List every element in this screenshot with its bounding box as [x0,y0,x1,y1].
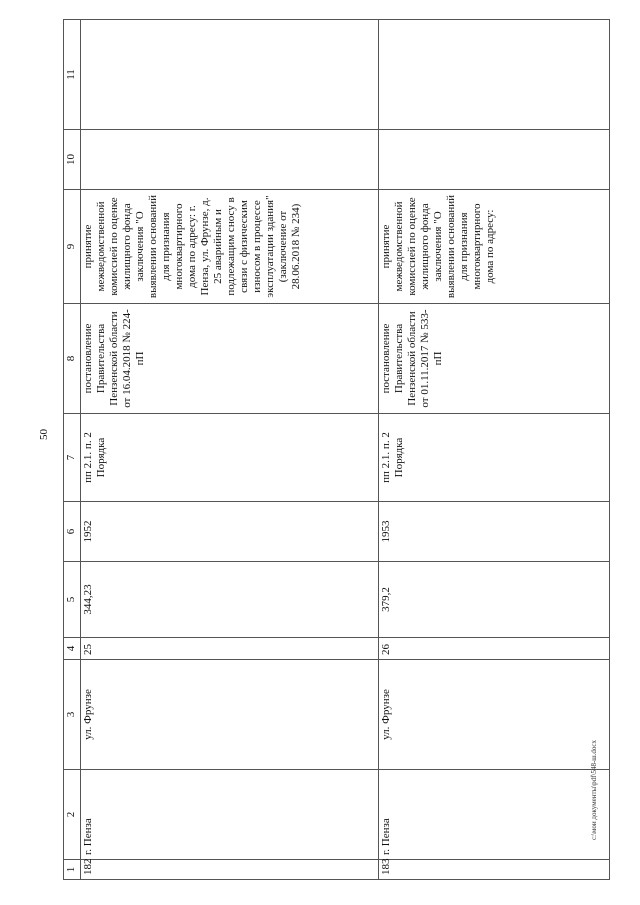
col-num-2: 2 [64,770,81,860]
street-cell: ул. Фрунзе [379,660,610,770]
reason-cell: принятие межведомственной комиссией по оценке жилищного фонда заключения "О выявлении оснований для признания многоквартирного дома по адресу: [379,190,610,304]
area-cell: 344,23 [81,562,379,638]
house-cell: 25 [81,638,379,660]
col10-cell [379,130,610,190]
col11-cell [379,20,610,130]
col-num-8: 8 [64,304,81,414]
street-cell: ул. Фрунзе [81,660,379,770]
row-number: 182 [81,860,379,880]
area-cell: 379,2 [379,562,610,638]
col-num-7: 7 [64,414,81,502]
city-cell: г. Пенза [81,770,379,860]
col-num-4: 4 [64,638,81,660]
col-num-11: 11 [64,20,81,130]
col-num-5: 5 [64,562,81,638]
col-num-6: 6 [64,502,81,562]
row-number: 183 [379,860,610,880]
table-row [379,20,610,880]
col-num-1: 1 [64,860,81,880]
house-cell: 26 [379,638,610,660]
col11-cell [81,20,379,130]
city-cell: г. Пенза [379,770,610,860]
page-number: 50 [38,429,50,440]
year-cell: 1953 [379,502,610,562]
basis-cell: пп 2.1. п. 2 Порядка [379,414,610,502]
col-num-3: 3 [64,660,81,770]
file-path-footer: c:\мои документы\pdf\548-ш.docx [590,739,598,840]
column-number-row [64,20,81,880]
col-num-10: 10 [64,130,81,190]
reason-cell: принятие межведомственной комиссией по оценке жилищного фонда заключения "О выявлении оснований для признания многоквартирного дома по адресу: г. Пенза, ул. Фрунзе, д. 25 аварийным и подлежащим сносу в связи с физическим износом в процессе эксплуатации здания" (заключение от 28.06.2018 № 234) [81,190,379,304]
register-table [63,19,610,880]
rotated-table-wrapper [63,20,610,880]
col10-cell [81,130,379,190]
basis-cell: пп 2.1. п. 2 Порядка [81,414,379,502]
col-num-9: 9 [64,190,81,304]
table-row [81,20,379,880]
decree-cell: постановление Правительства Пензенской области от 01.11.2017 № 533-пП [379,304,610,414]
decree-cell: постановление Правительства Пензенской области от 16.04.2018 № 224-пП [81,304,379,414]
year-cell: 1952 [81,502,379,562]
